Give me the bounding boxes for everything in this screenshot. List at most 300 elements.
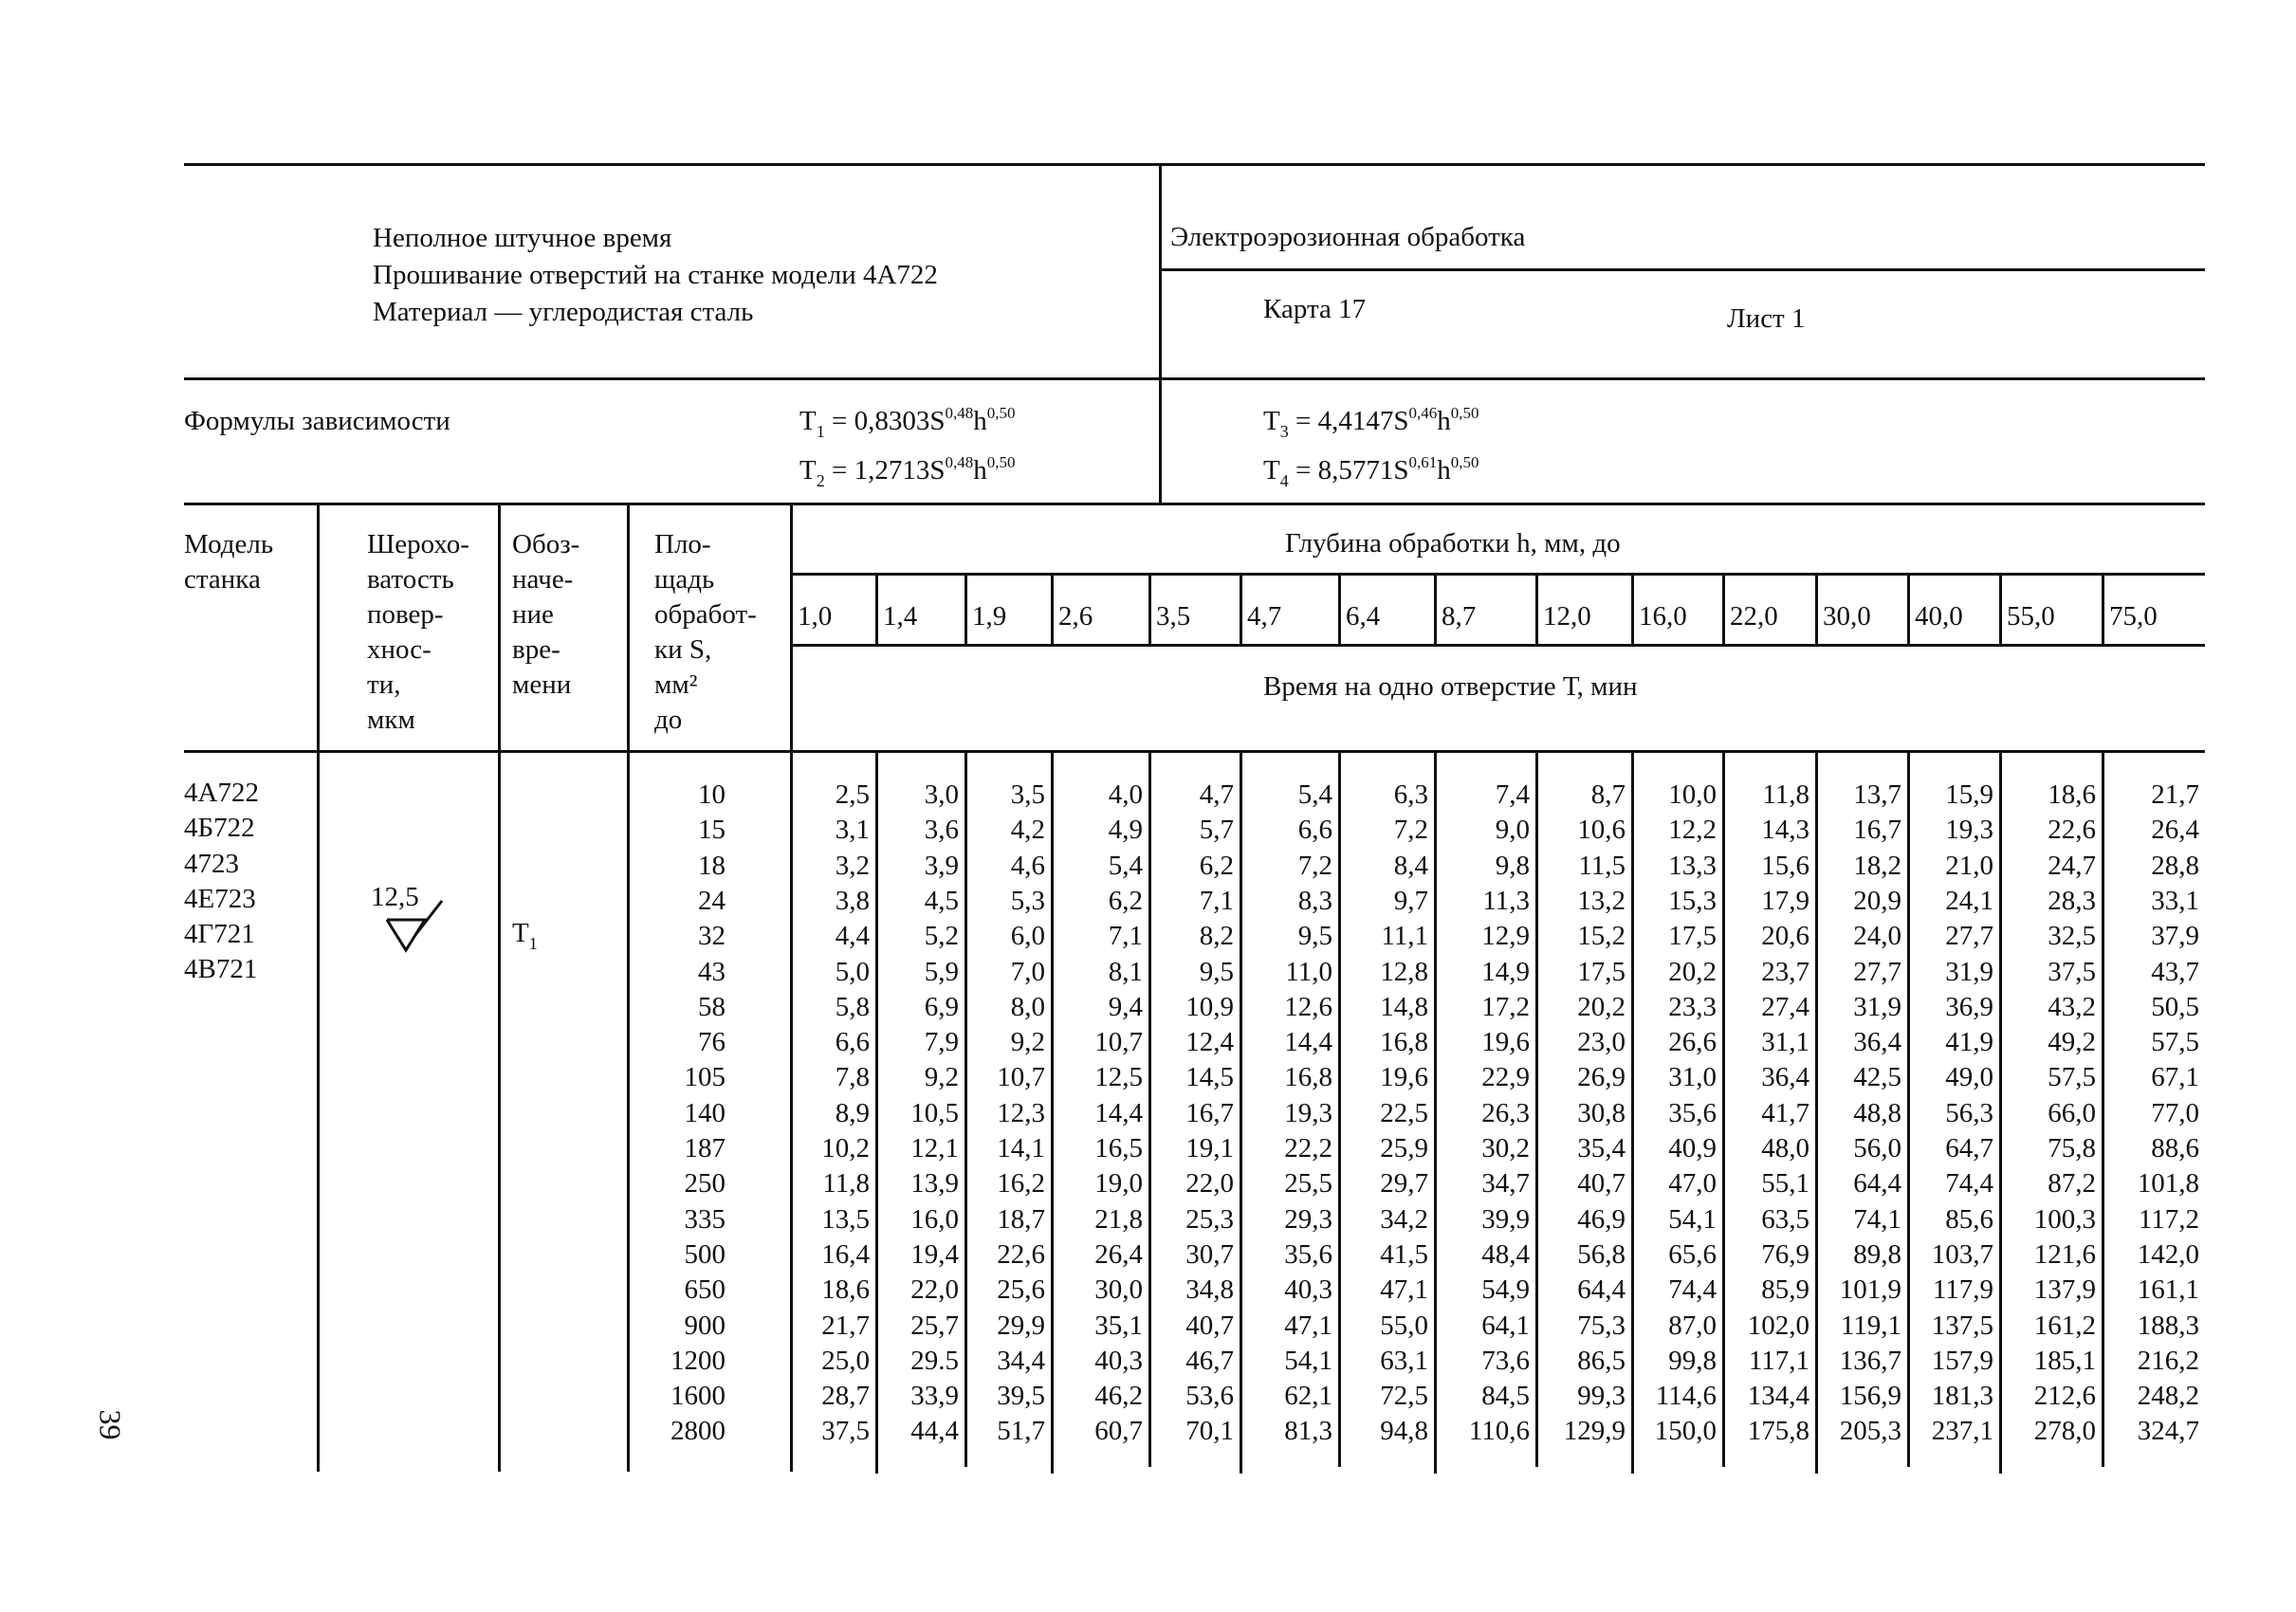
time-cell: 25,3 xyxy=(1185,1203,1234,1235)
page-number: 39 xyxy=(93,1409,128,1440)
time-cell: 41,5 xyxy=(1380,1238,1428,1270)
column-divider xyxy=(1631,573,1634,645)
time-cell: 9,5 xyxy=(1199,956,1234,987)
time-cell: 12,8 xyxy=(1380,956,1428,987)
time-cell: 102,0 xyxy=(1747,1310,1809,1341)
time-cell: 2,5 xyxy=(835,779,870,810)
column-header-area: Пло- щадь обработ- ки S, мм² до xyxy=(654,529,757,735)
time-cell: 67,1 xyxy=(2151,1062,2199,1093)
time-cell: 53,6 xyxy=(1185,1381,1234,1412)
formulas-label: Формулы зависимости xyxy=(184,406,450,436)
time-cell: 6,2 xyxy=(1108,885,1143,916)
time-cell: 5,8 xyxy=(835,991,870,1022)
time-cell: 27,7 xyxy=(1945,921,1993,952)
time-cell: 99,3 xyxy=(1577,1381,1626,1412)
time-cell: 13,5 xyxy=(821,1203,870,1235)
time-cell: 24,7 xyxy=(2048,850,2096,881)
roughness-value: 12,5 xyxy=(371,882,419,912)
time-cell: 43,2 xyxy=(2048,991,2096,1022)
area-value: 58 xyxy=(698,991,726,1022)
time-cell: 3,5 xyxy=(1010,779,1045,810)
time-cell: 14,4 xyxy=(1284,1027,1332,1058)
time-cell: 101,9 xyxy=(1839,1274,1901,1306)
time-cell: 175,8 xyxy=(1747,1416,1809,1447)
time-cell: 43,7 xyxy=(2151,956,2199,987)
time-cell: 22,6 xyxy=(997,1238,1045,1270)
time-cell: 18,6 xyxy=(821,1274,870,1306)
time-cell: 22,2 xyxy=(1284,1133,1332,1163)
time-cell: 25,6 xyxy=(997,1274,1045,1306)
time-cell: 28,8 xyxy=(2151,850,2199,881)
time-cell: 25,5 xyxy=(1284,1168,1332,1200)
time-cell: 14,3 xyxy=(1761,815,1809,846)
time-cell: 14,5 xyxy=(1185,1062,1234,1093)
column-header-designation: Обоз- наче- ние вре- мени xyxy=(512,529,580,700)
time-cell: 5,0 xyxy=(835,956,870,987)
time-cell: 4,9 xyxy=(1108,815,1143,846)
time-cell: 11,0 xyxy=(1285,956,1332,987)
rule-card xyxy=(1160,268,2205,271)
time-cell: 5,4 xyxy=(1108,850,1143,881)
time-cell: 26,9 xyxy=(1577,1062,1626,1093)
time-cell: 34,2 xyxy=(1380,1203,1428,1235)
time-cell: 20,6 xyxy=(1761,921,1809,952)
time-cell: 94,8 xyxy=(1380,1416,1428,1447)
formula-t3: $T_3 = 4,4147S^{0,46}h^{0,50}$ xyxy=(1263,404,1479,441)
time-cell: 188,3 xyxy=(2137,1310,2199,1341)
area-value: 24 xyxy=(698,885,726,916)
time-cell: 56,3 xyxy=(1945,1097,1993,1128)
time-cell: 36,9 xyxy=(1945,991,1993,1022)
time-cell: 3,6 xyxy=(924,815,959,846)
time-cell: 21,8 xyxy=(1094,1203,1143,1235)
time-cell: 8,7 xyxy=(1590,779,1626,810)
time-cell: 14,8 xyxy=(1380,991,1428,1022)
column-divider xyxy=(1148,573,1151,645)
column-divider xyxy=(2102,573,2104,645)
time-cell: 86,5 xyxy=(1577,1345,1626,1376)
time-cell: 17,5 xyxy=(1577,956,1626,987)
time-cell: 85,9 xyxy=(1761,1274,1809,1306)
time-cell: 88,6 xyxy=(2151,1133,2199,1163)
area-value: 105 xyxy=(684,1062,726,1093)
time-cell: 35,4 xyxy=(1577,1133,1626,1163)
time-cell: 8,1 xyxy=(1108,956,1143,987)
time-cell: 117,2 xyxy=(2138,1203,2199,1235)
time-cell: 19,4 xyxy=(910,1238,959,1270)
time-cell: 10,7 xyxy=(1094,1027,1143,1058)
time-cell: 3,9 xyxy=(924,850,959,881)
time-cell: 87,0 xyxy=(1668,1310,1717,1341)
time-cell: 84,5 xyxy=(1481,1381,1530,1412)
time-cell: 32,5 xyxy=(2048,921,2096,952)
time-cell: 31,0 xyxy=(1668,1062,1717,1093)
time-cell: 26,4 xyxy=(1094,1238,1143,1270)
roughness-symbol-icon xyxy=(383,899,450,956)
time-cell: 11,8 xyxy=(822,1168,870,1200)
time-cell: 65,6 xyxy=(1668,1238,1717,1270)
time-cell: 7,8 xyxy=(835,1062,870,1093)
time-cell: 134,4 xyxy=(1747,1381,1809,1412)
time-cell: 72,5 xyxy=(1380,1381,1428,1412)
time-cell: 40,7 xyxy=(1185,1310,1234,1341)
time-cell: 10,6 xyxy=(1577,815,1626,846)
depth-header: Глубина обработки h, мм, до xyxy=(1285,528,1621,559)
time-cell: 81,3 xyxy=(1284,1416,1332,1447)
time-cell: 137,5 xyxy=(1931,1310,1993,1341)
rule-formulas-top xyxy=(184,377,2205,380)
time-cell: 16,5 xyxy=(1094,1133,1143,1163)
time-cell: 8,4 xyxy=(1393,850,1428,881)
time-cell: 16,4 xyxy=(821,1238,870,1270)
time-cell: 6,6 xyxy=(1297,815,1332,846)
depth-value: 2,6 xyxy=(1058,601,1093,632)
depth-value: 22,0 xyxy=(1730,601,1778,632)
time-cell: 110,6 xyxy=(1468,1416,1530,1447)
time-cell: 16,2 xyxy=(997,1168,1045,1200)
time-cell: 31,1 xyxy=(1761,1027,1809,1058)
time-cell: 16,7 xyxy=(1185,1097,1234,1128)
area-value: 1200 xyxy=(670,1345,726,1376)
rule-depth-bottom xyxy=(790,644,2205,647)
time-cell: 25,9 xyxy=(1380,1133,1428,1163)
time-cell: 46,7 xyxy=(1185,1345,1234,1376)
time-cell: 12,5 xyxy=(1094,1062,1143,1093)
time-cell: 27,7 xyxy=(1853,956,1901,987)
formula-t2: $T_2 = 1,2713S^{0,48}h^{0,50}$ xyxy=(799,453,1016,490)
time-cell: 29,7 xyxy=(1380,1168,1428,1200)
time-cell: 216,2 xyxy=(2137,1345,2199,1376)
time-cell: 114,6 xyxy=(1655,1381,1717,1412)
time-cell: 27,4 xyxy=(1761,991,1809,1022)
time-cell: 248,2 xyxy=(2137,1381,2199,1412)
time-cell: 9,7 xyxy=(1393,885,1428,916)
time-cell: 66,0 xyxy=(2048,1097,2096,1128)
time-cell: 46,9 xyxy=(1577,1203,1626,1235)
time-cell: 8,0 xyxy=(1010,991,1045,1022)
time-cell: 16,8 xyxy=(1380,1027,1428,1058)
time-cell: 35,6 xyxy=(1668,1097,1717,1128)
time-cell: 7,2 xyxy=(1297,850,1332,881)
time-cell: 23,0 xyxy=(1577,1027,1626,1058)
process-name: Электроэрозионная обработка xyxy=(1170,222,1526,252)
time-cell: 64,1 xyxy=(1481,1310,1530,1341)
time-cell: 7,1 xyxy=(1199,885,1234,916)
time-cell: 55,1 xyxy=(1761,1168,1809,1200)
time-cell: 161,1 xyxy=(2137,1274,2199,1306)
time-cell: 35,6 xyxy=(1284,1238,1332,1270)
time-cell: 28,7 xyxy=(821,1381,870,1412)
depth-value: 1,4 xyxy=(883,601,918,632)
time-cell: 47,1 xyxy=(1380,1274,1428,1306)
rule-header-bottom xyxy=(184,750,2205,753)
time-cell: 21,7 xyxy=(2151,779,2199,810)
time-cell: 237,1 xyxy=(1931,1416,1993,1447)
time-cell: 28,3 xyxy=(2048,885,2096,916)
column-divider xyxy=(1722,573,1725,645)
area-value: 335 xyxy=(684,1203,726,1235)
time-cell: 56,8 xyxy=(1577,1238,1626,1270)
time-cell: 48,4 xyxy=(1481,1238,1530,1270)
time-cell: 157,9 xyxy=(1931,1345,1993,1376)
time-cell: 37,5 xyxy=(821,1416,870,1447)
time-cell: 85,6 xyxy=(1945,1203,1993,1235)
time-cell: 5,2 xyxy=(924,921,959,952)
area-value: 1600 xyxy=(670,1381,726,1412)
time-cell: 54,1 xyxy=(1284,1345,1332,1376)
time-cell: 44,4 xyxy=(910,1416,959,1447)
depth-value: 1,0 xyxy=(798,601,833,632)
time-cell: 16,7 xyxy=(1853,815,1901,846)
time-cell: 40,7 xyxy=(1577,1168,1626,1200)
area-value: 15 xyxy=(698,815,726,846)
time-cell: 89,8 xyxy=(1853,1238,1901,1270)
time-cell: 19,6 xyxy=(1481,1027,1530,1058)
depth-value: 1,9 xyxy=(972,601,1007,632)
time-cell: 5,3 xyxy=(1010,885,1045,916)
column-divider xyxy=(1240,573,1242,645)
time-cell: 5,7 xyxy=(1199,815,1234,846)
depth-value: 55,0 xyxy=(2007,601,2055,632)
time-cell: 40,9 xyxy=(1668,1133,1717,1163)
time-cell: 18,7 xyxy=(997,1203,1045,1235)
time-cell: 39,9 xyxy=(1481,1203,1530,1235)
time-cell: 212,6 xyxy=(2033,1381,2096,1412)
column-divider xyxy=(498,503,501,1472)
rule-top xyxy=(184,163,2205,166)
time-cell: 49,0 xyxy=(1945,1062,1993,1093)
time-cell: 12,3 xyxy=(997,1097,1045,1128)
time-cell: 13,3 xyxy=(1668,850,1717,881)
rule-header-divider xyxy=(1159,163,1162,504)
time-cell: 12,6 xyxy=(1284,991,1332,1022)
area-value: 2800 xyxy=(670,1416,726,1447)
formula-t1: $T_1 = 0,8303S^{0,48}h^{0,50}$ xyxy=(799,404,1016,441)
time-cell: 74,4 xyxy=(1668,1274,1717,1306)
title-line-1: Неполное штучное время xyxy=(373,223,672,253)
depth-value: 8,7 xyxy=(1442,601,1477,632)
time-cell: 205,3 xyxy=(1839,1416,1901,1447)
time-cell: 22,0 xyxy=(1185,1168,1234,1200)
area-value: 250 xyxy=(684,1168,726,1200)
time-cell: 31,9 xyxy=(1853,991,1901,1022)
time-cell: 11,5 xyxy=(1578,850,1626,881)
time-cell: 12,4 xyxy=(1185,1027,1234,1058)
time-cell: 7,2 xyxy=(1393,815,1428,846)
time-cell: 17,2 xyxy=(1481,991,1530,1022)
time-cell: 39,5 xyxy=(997,1381,1045,1412)
time-designation: $T_1$ xyxy=(512,918,538,953)
time-cell: 19,6 xyxy=(1380,1062,1428,1093)
time-cell: 60,7 xyxy=(1094,1416,1143,1447)
time-cell: 11,1 xyxy=(1381,921,1428,952)
time-cell: 142,0 xyxy=(2137,1238,2199,1270)
rule-depth-top xyxy=(790,573,2205,576)
time-cell: 46,2 xyxy=(1094,1381,1143,1412)
time-cell: 4,7 xyxy=(1199,779,1234,810)
time-cell: 19,3 xyxy=(1945,815,1993,846)
depth-value: 30,0 xyxy=(1823,601,1871,632)
time-cell: 14,9 xyxy=(1481,956,1530,987)
depth-value: 3,5 xyxy=(1156,601,1191,632)
time-cell: 9,5 xyxy=(1297,921,1332,952)
time-cell: 9,2 xyxy=(1010,1027,1045,1058)
time-cell: 26,3 xyxy=(1481,1097,1530,1128)
time-cell: 4,6 xyxy=(1010,850,1045,881)
time-cell: 33,1 xyxy=(2151,885,2199,916)
area-value: 32 xyxy=(698,921,726,952)
time-cell: 56,0 xyxy=(1853,1133,1901,1163)
column-divider xyxy=(964,573,967,645)
time-cell: 20,9 xyxy=(1853,885,1901,916)
time-cell: 9,2 xyxy=(924,1062,959,1093)
time-cell: 24,1 xyxy=(1945,885,1993,916)
time-cell: 22,9 xyxy=(1481,1062,1530,1093)
time-cell: 34,7 xyxy=(1481,1168,1530,1200)
time-cell: 26,4 xyxy=(2151,815,2199,846)
time-cell: 36,4 xyxy=(1761,1062,1809,1093)
time-cell: 278,0 xyxy=(2033,1416,2096,1447)
time-cell: 21,0 xyxy=(1945,850,1993,881)
time-cell: 12,2 xyxy=(1668,815,1717,846)
time-cell: 100,3 xyxy=(2033,1203,2096,1235)
time-cell: 40,3 xyxy=(1284,1274,1332,1306)
area-value: 18 xyxy=(698,850,726,881)
time-cell: 156,9 xyxy=(1839,1381,1901,1412)
time-cell: 47,0 xyxy=(1668,1168,1717,1200)
time-cell: 75,8 xyxy=(2048,1133,2096,1163)
time-cell: 7,9 xyxy=(924,1027,959,1058)
time-cell: 12,1 xyxy=(910,1133,959,1163)
time-cell: 37,5 xyxy=(2048,956,2096,987)
time-cell: 35,1 xyxy=(1094,1310,1143,1341)
time-cell: 41,9 xyxy=(1945,1027,1993,1058)
column-divider xyxy=(1434,573,1437,645)
time-cell: 31,9 xyxy=(1945,956,1993,987)
time-cell: 324,7 xyxy=(2137,1416,2199,1447)
time-cell: 73,6 xyxy=(1481,1345,1530,1376)
time-cell: 63,1 xyxy=(1380,1345,1428,1376)
time-cell: 3,1 xyxy=(835,815,870,846)
time-cell: 37,9 xyxy=(2151,921,2199,952)
time-cell: 64,7 xyxy=(1945,1133,1993,1163)
time-cell: 75,3 xyxy=(1577,1310,1626,1341)
time-cell: 10,0 xyxy=(1668,779,1717,810)
rule-table-top xyxy=(184,503,2205,505)
time-cell: 48,0 xyxy=(1761,1133,1809,1163)
time-cell: 48,8 xyxy=(1853,1097,1901,1128)
time-cell: 70,1 xyxy=(1185,1416,1234,1447)
time-cell: 26,6 xyxy=(1668,1027,1717,1058)
column-divider xyxy=(1338,573,1341,645)
time-cell: 22,5 xyxy=(1380,1097,1428,1128)
time-cell: 15,6 xyxy=(1761,850,1809,881)
time-cell: 16,0 xyxy=(910,1203,959,1235)
time-cell: 87,2 xyxy=(2048,1168,2096,1200)
time-cell: 6,0 xyxy=(1010,921,1045,952)
column-header-roughness: Шерохо- ватость повер- хнос- ти, мкм xyxy=(367,529,469,735)
time-cell: 49,2 xyxy=(2048,1027,2096,1058)
time-cell: 30,8 xyxy=(1577,1097,1626,1128)
time-cell: 14,4 xyxy=(1094,1097,1143,1128)
time-cell: 103,7 xyxy=(1931,1238,1993,1270)
time-cell: 5,4 xyxy=(1297,779,1332,810)
time-cell: 181,3 xyxy=(1931,1381,1993,1412)
time-cell: 34,4 xyxy=(997,1345,1045,1376)
time-cell: 23,3 xyxy=(1668,991,1717,1022)
time-cell: 11,3 xyxy=(1482,885,1530,916)
time-cell: 10,2 xyxy=(821,1133,870,1163)
time-cell: 29,9 xyxy=(997,1310,1045,1341)
time-cell: 63,5 xyxy=(1761,1203,1809,1235)
time-cell: 10,7 xyxy=(997,1062,1045,1093)
time-cell: 25,0 xyxy=(821,1345,870,1376)
time-cell: 16,8 xyxy=(1284,1062,1332,1093)
title-line-3: Материал — углеродистая сталь xyxy=(373,297,754,327)
time-cell: 29,3 xyxy=(1284,1203,1332,1235)
time-cell: 77,0 xyxy=(2151,1097,2199,1128)
time-cell: 8,2 xyxy=(1199,921,1234,952)
column-header-model: Модель станка xyxy=(184,529,274,595)
time-cell: 34,8 xyxy=(1185,1274,1234,1306)
time-cell: 9,4 xyxy=(1108,991,1143,1022)
time-cell: 161,2 xyxy=(2033,1310,2096,1341)
time-cell: 117,9 xyxy=(1932,1274,1993,1306)
time-cell: 3,8 xyxy=(835,885,870,916)
sheet-number: Лист 1 xyxy=(1727,303,1806,334)
time-cell: 7,1 xyxy=(1108,921,1143,952)
time-cell: 18,6 xyxy=(2048,779,2096,810)
time-cell: 117,1 xyxy=(1748,1345,1809,1376)
depth-value: 75,0 xyxy=(2109,601,2158,632)
area-value: 650 xyxy=(684,1274,726,1306)
time-cell: 17,5 xyxy=(1668,921,1717,952)
time-cell: 4,5 xyxy=(924,885,959,916)
time-cell: 40,3 xyxy=(1094,1345,1143,1376)
time-cell: 15,3 xyxy=(1668,885,1717,916)
time-cell: 57,5 xyxy=(2048,1062,2096,1093)
time-cell: 24,0 xyxy=(1853,921,1901,952)
time-cell: 64,4 xyxy=(1853,1168,1901,1200)
depth-value: 16,0 xyxy=(1639,601,1687,632)
time-cell: 121,6 xyxy=(2033,1238,2096,1270)
column-divider xyxy=(1051,573,1054,645)
time-cell: 64,4 xyxy=(1577,1274,1626,1306)
time-cell: 185,1 xyxy=(2033,1345,2096,1376)
area-value: 140 xyxy=(684,1097,726,1128)
time-cell: 6,2 xyxy=(1199,850,1234,881)
time-cell: 10,9 xyxy=(1185,991,1234,1022)
time-cell: 22,0 xyxy=(910,1274,959,1306)
time-cell: 11,8 xyxy=(1762,779,1809,810)
time-cell: 129,9 xyxy=(1563,1416,1626,1447)
area-value: 10 xyxy=(698,779,726,810)
area-value: 900 xyxy=(684,1310,726,1341)
time-cell: 20,2 xyxy=(1577,991,1626,1022)
column-divider xyxy=(875,573,878,645)
time-cell: 55,0 xyxy=(1380,1310,1428,1341)
area-value: 43 xyxy=(698,956,726,987)
column-divider xyxy=(317,503,320,1472)
time-cell: 22,6 xyxy=(2048,815,2096,846)
time-cell: 15,9 xyxy=(1945,779,1993,810)
time-cell: 13,9 xyxy=(910,1168,959,1200)
time-cell: 19,3 xyxy=(1284,1097,1332,1128)
depth-value: 12,0 xyxy=(1543,601,1591,632)
time-cell: 13,2 xyxy=(1577,885,1626,916)
time-cell: 14,1 xyxy=(997,1133,1045,1163)
depth-value: 6,4 xyxy=(1346,601,1381,632)
